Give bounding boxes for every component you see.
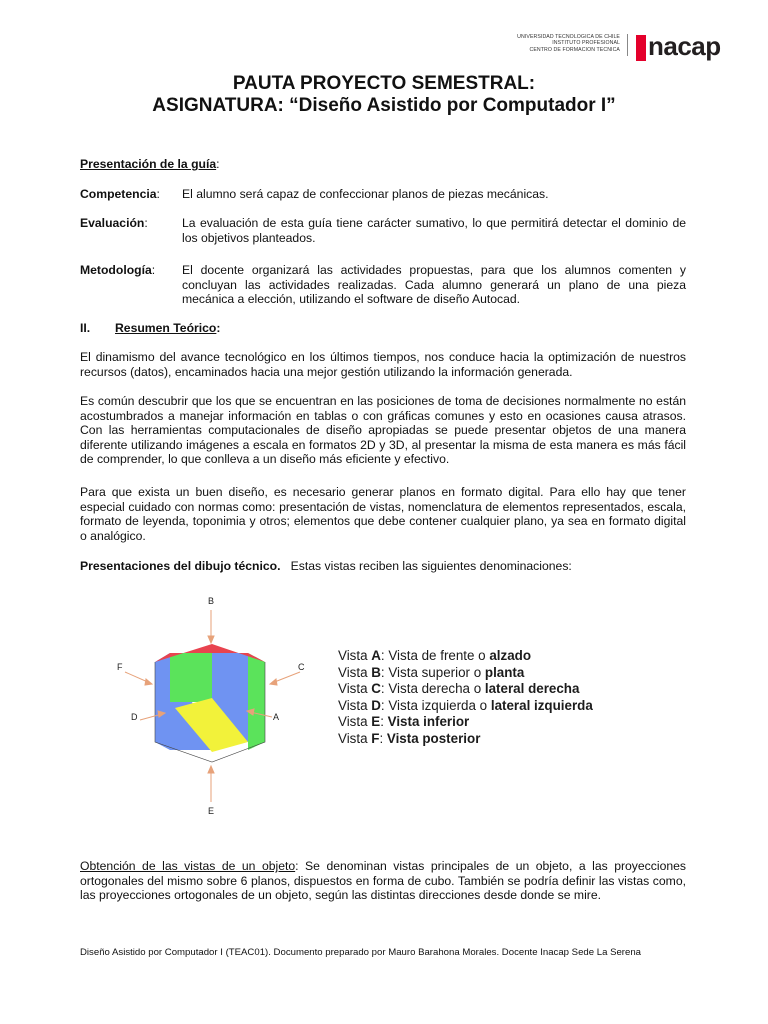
arrow-f-head (145, 679, 152, 685)
competencia-text: El alumno será capaz de confeccionar planos de piezas mecánicas. (182, 187, 549, 201)
header-divider (627, 34, 628, 56)
view-letter: C (371, 681, 381, 697)
paragraph: Para que exista un buen diseño, es necesario generar planos en formato digital. Para ello hay que tener especial cuidado con normas como: presentación de vistas, nomenclatura de elementos representados, escala, formato de leyenda, toponimia y otros; elementos que debe contener cualquier plano, ya sea en formato digital o analógico. (80, 485, 686, 543)
institution-line: INSTITUTO PROFESIONAL (552, 40, 620, 47)
view-item (338, 681, 593, 698)
logo-mark-icon (636, 35, 646, 61)
view-prefix: Vista (338, 697, 372, 713)
view-desc: : (380, 714, 388, 730)
section-suffix: : (216, 321, 221, 335)
institution-line: CENTRO DE FORMACION TECNICA (529, 46, 620, 53)
institution-line: UNIVERSIDAD TECNOLOGICA DE CHILE (517, 34, 620, 40)
view-desc: : Vista izquierda o (380, 697, 491, 713)
presentacion-heading (80, 157, 220, 172)
metodologia-heading: Metodología: (80, 263, 156, 277)
evaluacion-text: La evaluación de esta guía tiene carácter sumativo, lo que permitirá detectar el dominio de los objetivos planteados. (182, 216, 686, 245)
view-prefix: Vista (338, 714, 372, 730)
title-line-2: ASIGNATURA: “Diseño Asistido por Computador I” (152, 95, 616, 116)
view-letter: B (371, 664, 381, 680)
label-e: E (208, 806, 215, 816)
view-desc: : Vista superior o (380, 664, 485, 680)
label-f: F (117, 662, 123, 672)
presentaciones-line (80, 559, 700, 574)
views-legend (338, 648, 593, 748)
arrow-c-head (270, 679, 277, 685)
view-name: lateral izquierda (490, 697, 593, 713)
obtencion-label: Obtención de las vistas de un objeto (80, 859, 296, 873)
view-item (338, 714, 593, 731)
obtencion-paragraph (80, 859, 686, 903)
title-line-1: PAUTA PROYECTO SEMESTRAL: (232, 73, 536, 94)
label-d: D (131, 712, 138, 722)
view-item (338, 665, 593, 682)
view-letter: F (371, 730, 380, 746)
arrow-b-head (208, 636, 214, 643)
evaluacion-label: Evaluación (80, 216, 145, 230)
label-c: C (298, 662, 305, 672)
view-item (338, 698, 593, 715)
obtencion-text: : Se denominan vistas principales de un objeto, a las proyecciones ortogonales del mismo sobre 6 planos, dispuestos en forma de cubo. También se podría definir las vistas como, las proyecciones ortogonales de un objeto, según las distintas direcciones desde donde se mire. (80, 859, 687, 903)
view-desc: : Vista de frente o (380, 648, 490, 663)
metodologia-text: El docente organizará las actividades propuestas, para que los alumnos comenten y concluyan las actividades realizadas. Cada alumno generará un plano de una pieza mecánica a elección, utilizando el software de diseño Autocad. (182, 263, 686, 307)
view-prefix: Vista (338, 664, 372, 680)
view-name: Vista posterior (386, 730, 481, 746)
cube-left-face (155, 653, 170, 750)
inacap-logo (636, 33, 748, 65)
view-prefix: Vista (338, 681, 372, 697)
label-b: B (208, 596, 215, 606)
section-number: II. (80, 321, 91, 335)
metodologia-label: Metodología (80, 263, 152, 277)
presentaciones-label: Presentaciones del dibujo técnico. (80, 559, 281, 573)
view-item (338, 731, 593, 748)
view-prefix: Vista (338, 648, 372, 663)
competencia-heading: Competencia: (80, 187, 160, 201)
page-title (0, 73, 768, 117)
cube-inner-green-face (170, 653, 212, 702)
section-heading (115, 321, 220, 336)
views-cube-diagram (100, 590, 320, 820)
paragraph: Es común descubrir que los que se encuentran en las posiciones de toma de decisiones normalmente no están acostumbrados a manejar información en tablas o con gráficas comunes y esto en ocasiones causa atrasos. Con las herramientas computacionales de diseño apropiadas se puede presentar objetos de una manera diferente utilizando imágenes a escala en formatos 2D y 3D, al presentar la misma de esta manera es más fácil de comprender, lo que conlleva a un diseño más eficiente y efectivo. (80, 394, 686, 467)
view-desc: : Vista derecha o (380, 681, 485, 697)
view-letter: D (371, 697, 381, 713)
paragraph: El dinamismo del avance tecnológico en los últimos tiempos, nos conduce hacia la optimización de nuestros recursos (datos), encaminados hacia una mejor gestión utilizando la información generada. (80, 350, 686, 379)
view-letter: E (371, 714, 381, 730)
evaluacion-heading: Evaluación: (80, 216, 148, 230)
view-name: Vista inferior (387, 714, 470, 730)
cube-right-face (248, 653, 265, 750)
label-a: A (273, 712, 280, 722)
view-item (338, 648, 593, 665)
presentacion-suffix: : (216, 157, 220, 171)
view-name: alzado (489, 648, 532, 663)
arrow-e-head (208, 766, 214, 773)
view-desc: : (379, 730, 387, 746)
view-name: planta (484, 664, 525, 680)
logo-text: nacap (648, 31, 721, 61)
page-footer: Diseño Asistido por Computador I (TEAC01). Documento preparado por Mauro Barahona Morales. Docente Inacap Sede La Serena (80, 947, 642, 958)
presentacion-label: Presentación de la guía (80, 157, 217, 171)
view-prefix: Vista (338, 730, 372, 746)
view-letter: A (371, 648, 381, 663)
institution-lines (517, 34, 620, 53)
view-name: lateral derecha (484, 681, 580, 697)
presentaciones-text: Estas vistas reciben las siguientes denominaciones: (290, 559, 572, 573)
competencia-label: Competencia (80, 187, 157, 201)
section-title: Resumen Teórico (115, 321, 217, 335)
